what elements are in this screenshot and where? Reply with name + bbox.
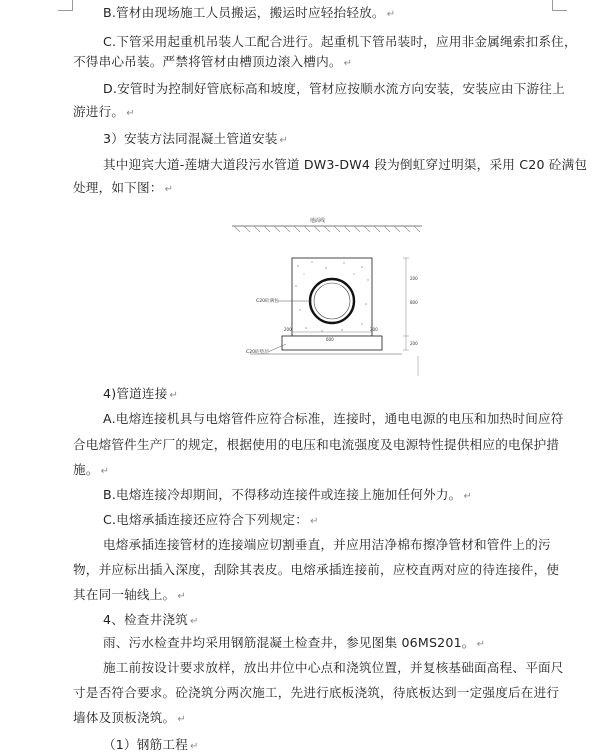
page-corner-mark-right: [552, 0, 567, 11]
paragraph-line: 寸是否符合要求。砼浇筑分两次施工，先进行底板浇筑，待底板达到一定强度后在进行: [73, 685, 560, 700]
section-heading: （1）钢筋工程 ↵: [103, 737, 199, 752]
dim-left: 200: [284, 327, 292, 332]
paragraph-line: A.电熔连接机具与电熔管件应符合标准，连接时，通电电源的电压和加热时间应符: [103, 411, 564, 426]
paragraph-line: 物，并应标出插入深度，刮除其表皮。电熔承插连接前，应校直两对应的待连接件，使: [73, 562, 560, 577]
page-corner-mark-left: [58, 0, 73, 11]
ground-line-label: 地面线: [310, 218, 326, 224]
paragraph-line: 处理，如下图： ↵: [73, 180, 174, 195]
section-heading: 4)管道连接 ↵: [103, 386, 179, 401]
dim-height: 800: [410, 300, 418, 305]
paragraph-line: 施。 ↵: [73, 462, 110, 477]
dim-height-top: 200: [410, 276, 418, 281]
encasement-label: C20砼满包: [256, 299, 279, 304]
paragraph-line: 其在同一轴线上。 ↵: [73, 587, 186, 602]
dim-right: 200: [370, 327, 378, 332]
paragraph-line: 不得串心吊装。严禁将管材由槽顶边滚入槽内。 ↵: [73, 54, 353, 69]
base-label: C20砼垫层: [246, 350, 269, 355]
paragraph-line: D.安管时为控制好管底标高和坡度，管材应按顺水流方向安装，安装应由下游往上: [103, 81, 565, 96]
paragraph-line: C.电熔承插连接还应符合下列规定： ↵: [103, 512, 319, 527]
pipe-encasement-figure: [222, 214, 434, 382]
paragraph-line: B.管材由现场施工人员搬运，搬运时应轻抬轻放。 ↵: [103, 5, 396, 20]
paragraph-line: 墙体及顶板浇筑。 ↵: [73, 710, 186, 725]
paragraph-line: 雨、污水检查井均采用钢筋混凝土检查井，参见图集 06MS201。 ↵: [103, 635, 486, 650]
paragraph-line: 电熔承插连接管材的连接端应切割垂直，并应用洁净棉布擦净管材和管件上的污: [103, 537, 551, 552]
paragraph-line: 其中迎宾大道-莲塘大道段污水管道 DW3-DW4 段为倒虹穿过明渠，采用 C20 砼满包: [103, 157, 588, 172]
paragraph-line: 合电熔管件生产厂的规定，根据使用的电压和电流强度及电源特性提供相应的电保护措: [73, 437, 560, 452]
section-heading: 4、检查井浇筑 ↵: [103, 612, 199, 627]
paragraph-line: 游进行。 ↵: [73, 104, 135, 119]
dim-base: 200: [410, 341, 418, 346]
section-heading: 3）安装方法同混凝土管道安装 ↵: [103, 131, 289, 146]
dim-total: 600: [326, 337, 334, 342]
paragraph-line: 施工前按设计要求放样，放出井位中心点和浇筑位置，并复核基础面高程、平面尺: [103, 660, 564, 675]
paragraph-line: C.下管采用起重机吊装人工配合进行。起重机下管吊装时，应用非金属绳索扣系住，: [103, 34, 577, 49]
paragraph-line: B.电熔连接冷却期间，不得移动连接件或连接上施加任何外力。 ↵: [103, 487, 473, 502]
